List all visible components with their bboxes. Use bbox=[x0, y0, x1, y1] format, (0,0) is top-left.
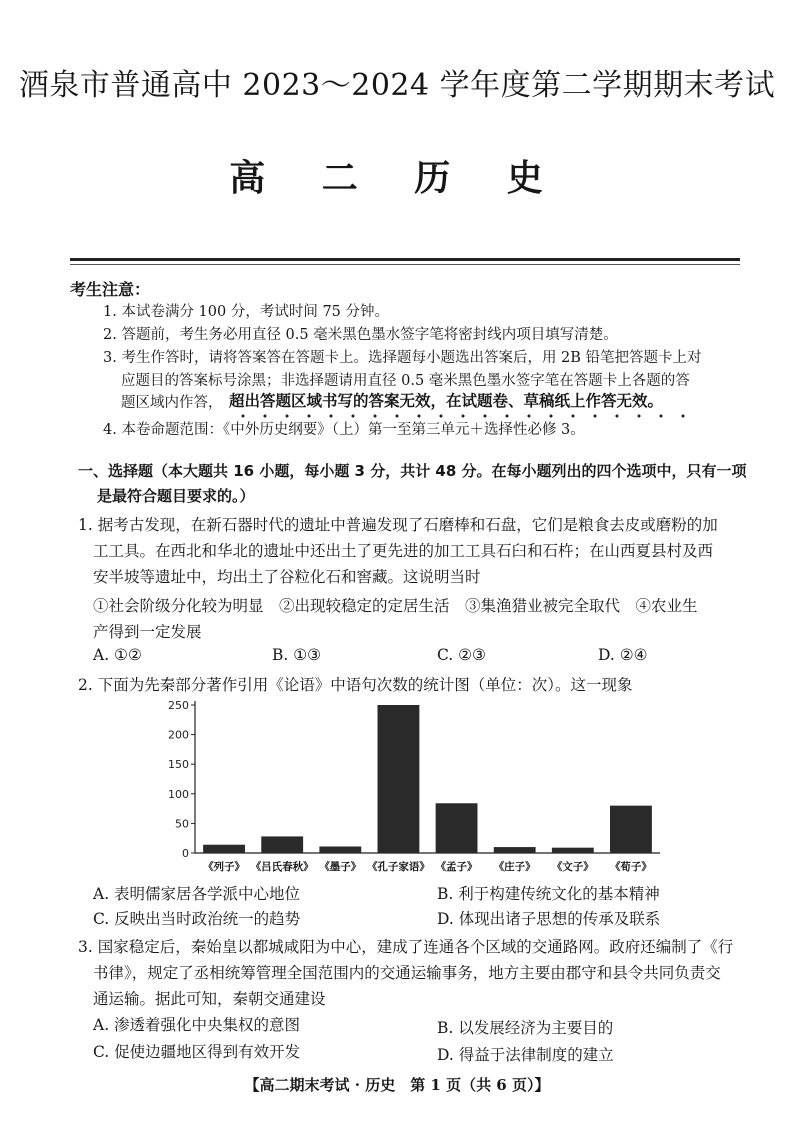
bar-0 bbox=[203, 845, 245, 853]
q1-stem-line2: 工工具。在西北和华北的遗址中还出土了更先进的加工工具石臼和石杵；在山西夏县村及西 bbox=[93, 542, 714, 560]
q1-statements: ①社会阶级分化较为明显 ②出现较稳定的定居生活 ③集渔猎业被完全取代 ④农业生 bbox=[93, 597, 698, 615]
bar-2 bbox=[319, 846, 361, 853]
q3-option-d: D. 得益于法律制度的建立 bbox=[437, 1046, 614, 1064]
q1-statements-cont: 产得到一定发展 bbox=[93, 623, 202, 641]
q3-stem-line3: 通运输。据此可知，秦朝交通建设 bbox=[93, 990, 326, 1008]
x-tick-label: 《孔子家语》 bbox=[366, 861, 430, 873]
x-tick-label: 《庄子》 bbox=[493, 861, 536, 873]
q1-stem-line1: 1. 据考古发现，在新石器时代的遗址中普遍发现了石磨棒和石盘，它们是粮食去皮或磨粉的加 bbox=[78, 516, 718, 534]
q3-option-a: A. 渗透着强化中央集权的意图 bbox=[93, 1016, 301, 1034]
bar-4 bbox=[436, 803, 478, 853]
notice-item-2: 2. 答题前，考生务必用直径 0.5 毫米黑色墨水签字笔将密封线内项目填写清楚。 bbox=[103, 327, 618, 343]
notice-item-4: 4. 本卷命题范围：《中外历史纲要》（上）第一至第三单元＋选择性必修 3。 bbox=[103, 422, 585, 438]
q2-option-a: A. 表明儒家居各学派中心地位 bbox=[93, 885, 301, 903]
q2-option-c: C. 反映出当时政治统一的趋势 bbox=[93, 910, 301, 928]
q1-option-b: B. ①③ bbox=[272, 646, 322, 664]
bar-3 bbox=[378, 705, 420, 853]
x-tick-label: 《孟子》 bbox=[435, 861, 478, 873]
q1-option-d: D. ②④ bbox=[598, 646, 648, 664]
section-heading-cont: 是最符合题目要求的。） bbox=[97, 487, 255, 505]
x-tick-label: 《文子》 bbox=[551, 861, 594, 873]
y-tick-label: 100 bbox=[168, 787, 189, 801]
notice-heading: 考生注意： bbox=[70, 280, 151, 299]
exam-title: 酒泉市普通高中 2023～2024 学年度第二学期期末考试 bbox=[18, 68, 776, 103]
citation-bar-chart bbox=[165, 695, 665, 877]
q1-option-a: A. ①② bbox=[93, 646, 142, 664]
notice-item-3: 3. 考生作答时，请将答案答在答题卡上。选择题每小题选出答案后，用 2B 铅笔把答题卡上对 bbox=[103, 350, 702, 366]
bar-6 bbox=[552, 848, 594, 853]
x-tick-label: 《吕氏春秋》 bbox=[250, 861, 314, 873]
q3-stem-line1: 3. 国家稳定后，秦始皇以都城咸阳为中心，建成了连通各个区域的交通路网。政府还编制了《行 bbox=[78, 938, 734, 956]
bar-5 bbox=[494, 847, 536, 853]
bar-7 bbox=[610, 806, 652, 853]
y-tick-label: 150 bbox=[168, 758, 189, 772]
subject-title: 高 二 历 史 bbox=[229, 157, 565, 199]
bar-1 bbox=[261, 836, 303, 853]
q2-option-d: D. 体现出诸子思想的传承及联系 bbox=[437, 910, 661, 928]
y-tick-label: 250 bbox=[168, 699, 189, 712]
q2-stem: 2. 下面为先秦部分著作引用《论语》中语句次数的统计图（单位：次）。这一现象 bbox=[78, 676, 633, 694]
q2-option-b: B. 利于构建传统文化的基本精神 bbox=[437, 885, 660, 903]
q1-stem-line3: 安半坡等遗址中，均出土了谷粒化石和窖藏。这说明当时 bbox=[93, 568, 481, 586]
q3-option-b: B. 以发展经济为主要目的 bbox=[437, 1019, 614, 1037]
q3-option-c: C. 促使边疆地区得到有效开发 bbox=[93, 1043, 301, 1061]
q1-option-c: C. ②③ bbox=[437, 646, 486, 664]
page-footer: 【高二期末考试 · 历史 第 1 页（共 6 页）】 bbox=[244, 1076, 550, 1094]
q3-stem-line2: 书律》，规定了丞相统筹管理全国范围内的交通运输事务，地方主要由郡守和县令共同负责交 bbox=[93, 964, 721, 982]
notice-item-1: 1. 本试卷满分 100 分，考试时间 75 分钟。 bbox=[103, 304, 390, 320]
x-tick-label: 《荀子》 bbox=[609, 861, 652, 873]
notice-item-3-end: 题区域内作答， bbox=[121, 395, 223, 411]
x-tick-label: 《墨子》 bbox=[319, 861, 362, 873]
y-tick-label: 50 bbox=[175, 817, 189, 831]
x-tick-label: 《列子》 bbox=[203, 861, 246, 873]
notice-warning-emphasis: 超出答题区域书写的答案无效，在试题卷、草稿纸上作答无效。 bbox=[229, 392, 664, 410]
header-rule-thin bbox=[70, 264, 740, 265]
section-heading: 一、选择题（本大题共 16 小题，每小题 3 分，共计 48 分。在每小题列出的四个选项中，只有一项 bbox=[78, 462, 747, 480]
header-rule-thick bbox=[70, 258, 740, 261]
y-tick-label: 200 bbox=[168, 728, 189, 742]
notice-item-3-cont: 应题目的答案标号涂黑；非选择题请用直径 0.5 毫米黑色墨水签字笔在答题卡上各题的答 bbox=[121, 373, 690, 389]
y-tick-label: 0 bbox=[182, 847, 189, 860]
